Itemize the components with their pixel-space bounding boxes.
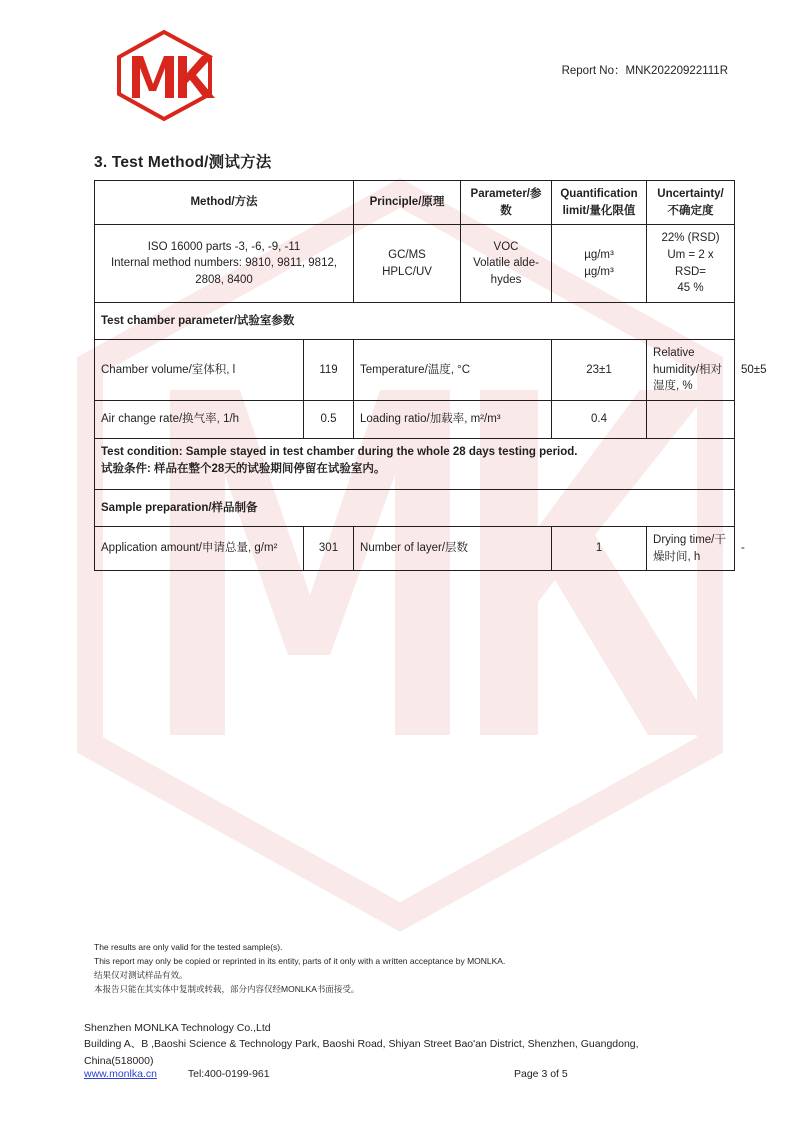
website-link[interactable]: www.monlka.cn [84, 1068, 157, 1080]
method-line-2: Internal method numbers: 9810, 9811, 9812, 2808, 8400 [110, 257, 338, 287]
cell-temperature-value: 23±1 [552, 340, 647, 401]
company-address-line-2: China(518000) [84, 1054, 154, 1067]
sample-prep-title: Sample preparation/样品制备 [95, 490, 735, 527]
cell-application-amount-label: Application amount/申请总量, g/m² [95, 527, 304, 571]
uncert-line-1: 22% (RSD) [661, 232, 720, 245]
test-method-table [94, 180, 767, 571]
chamber-section-title: Test chamber parameter/试验室参数 [95, 303, 735, 340]
report-number: Report No：MNK20220922111R [561, 65, 728, 77]
parameter-line-1: VOC [493, 240, 519, 253]
disclaimer-line-3: 结果仅对测试样品有效。 [94, 970, 188, 981]
col-header-quantification-limit: Quantification limit/量化限值 [552, 181, 647, 225]
disclaimer-line-2: This report may only be copied or reprinted in its entity, parts of it only with a written acceptance by MONLKA. [94, 956, 506, 967]
principle-line-2: HPLC/UV [382, 265, 432, 278]
principle-line-1: GC/MS [388, 249, 426, 262]
cell-air-change-label: Air change rate/换气率, 1/h [95, 401, 304, 439]
table-header-row [95, 181, 735, 225]
cell-uncertainty [647, 225, 735, 303]
page-header [0, 20, 800, 125]
cell-number-of-layer-label: Number of layer/层数 [354, 527, 552, 571]
company-block [84, 1020, 744, 1069]
col-header-uncertainty: Uncertainty/不确定度 [647, 181, 735, 225]
cell-quantification-limit [552, 225, 647, 303]
cell-principle [354, 225, 461, 303]
disclaimer-line-4: 本报告只能在其实体中复制或转载，部分内容仅经MONLKA书面接受。 [94, 984, 360, 995]
cell-chamber-blank [647, 401, 735, 439]
telephone-text: Tel:400-0199-961 [187, 1068, 270, 1080]
company-address-line-1: Building A、B ,Baoshi Science & Technology Park, Baoshi Road, Shiyan Street Bao'an District, Shenzhen, Guangdong, [84, 1038, 639, 1051]
test-condition-line-2: 试验条件: 样品在整个28天的试验期间停留在试验室内。 [101, 462, 386, 475]
method-line-1: ISO 16000 parts -3, -6, -9, -11 [147, 240, 301, 253]
page-number: Page 3 of 5 [514, 1068, 568, 1080]
section-title: 3. Test Method/测试方法 [94, 154, 272, 171]
cell-loading-ratio-label: Loading ratio/加载率, m²/m³ [354, 401, 552, 439]
table-row-test-condition [95, 439, 735, 490]
col-header-method: Method/方法 [95, 181, 354, 225]
col-header-principle: Principle/原理 [354, 181, 461, 225]
parameter-line-2: Volatile alde- [473, 257, 539, 270]
page-footer [84, 1068, 744, 1080]
disclaimer-block [94, 940, 734, 996]
quant-line-1: µg/m³ [584, 249, 614, 262]
table-row-sample: Application amount/申请总量, g/m² 301 Number of layer/层数 1 Drying time/干燥时间, h - [95, 527, 735, 571]
parameter-line-3: hydes [490, 274, 522, 287]
table-row-method [95, 225, 735, 303]
cell-number-of-layer-value: 1 [552, 527, 647, 571]
disclaimer-line-1: The results are only valid for the tested sample(s). [94, 942, 283, 952]
cell-drying-time-label: Drying time/干燥时间, h [647, 527, 735, 571]
test-method-table-wrapper [94, 180, 767, 571]
table-row-sample-prep-title [95, 490, 735, 527]
table-row-chamber-1: Chamber volume/室体积, l 119 Temperature/温度, °C 23±1 Relative humidity/相对湿度, % 50±5 [95, 340, 735, 401]
cell-chamber-volume-label: Chamber volume/室体积, l [95, 340, 304, 401]
cell-air-change-value: 0.5 [304, 401, 354, 439]
cell-test-condition [95, 439, 735, 490]
quant-line-2: µg/m³ [584, 265, 614, 278]
cell-loading-ratio-value: 0.4 [552, 401, 647, 439]
test-condition-line-1: Test condition: Sample stayed in test chamber during the whole 28 days testing period. [101, 446, 578, 459]
uncert-line-3: 45 % [677, 282, 704, 295]
cell-application-amount-value: 301 [304, 527, 354, 571]
table-row-chamber-title [95, 303, 735, 340]
cell-chamber-volume-value: 119 [304, 340, 354, 401]
uncert-line-2: Um = 2 x RSD= [667, 249, 714, 278]
company-name: Shenzhen MONLKA Technology Co.,Ltd [84, 1022, 271, 1034]
cell-humidity-label: Relative humidity/相对湿度, % [647, 340, 735, 401]
cell-parameter [461, 225, 552, 303]
monlka-logo-icon [112, 28, 217, 123]
col-header-parameter: Parameter/参数 [461, 181, 552, 225]
cell-temperature-label: Temperature/温度, °C [354, 340, 552, 401]
table-row-chamber-2 [95, 401, 735, 439]
cell-method [95, 225, 354, 303]
